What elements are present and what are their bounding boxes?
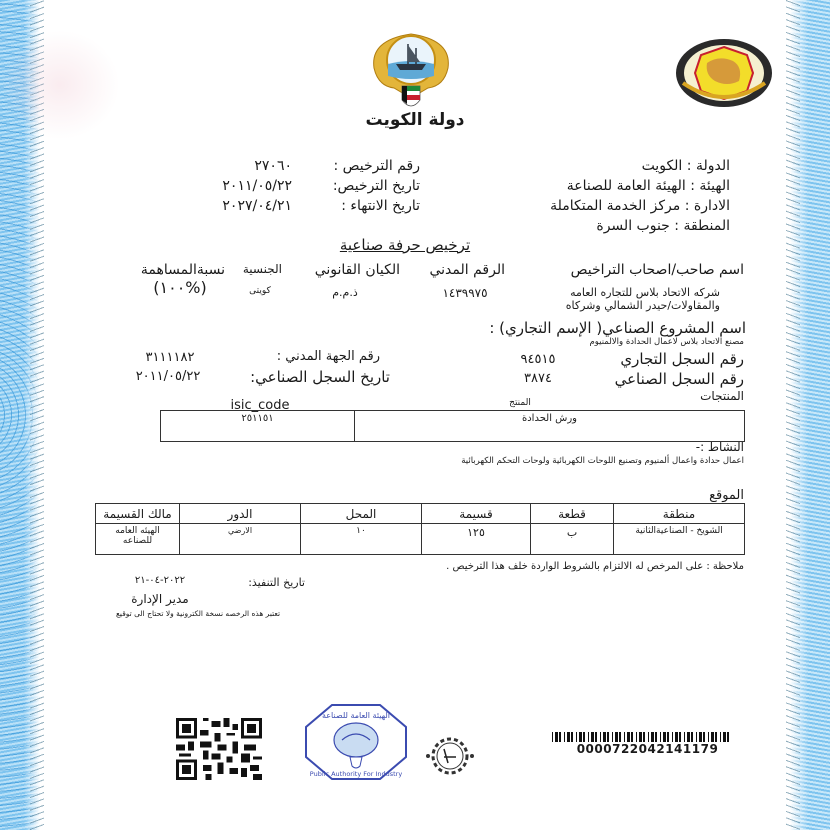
cell-area: الشويخ - الصناعيةالثانية [614, 524, 745, 555]
cell-floor: الارضي [180, 524, 301, 555]
activity-label: النشاط :- [695, 440, 744, 454]
barcode-bar [636, 732, 637, 742]
barcode-bar [723, 732, 726, 742]
barcode-bar [715, 732, 717, 742]
electronic-copy-disclaimer: تعتبر هذه الرخصه نسخة الكترونية ولا تحتاج الى توقيع [115, 609, 281, 618]
barcode-bar [672, 732, 673, 742]
department-label: الادارة [693, 198, 730, 214]
barcode-bar [687, 732, 690, 742]
header-info-right [450, 156, 730, 236]
department-line: الادارة : مركز الخدمة المتكاملة [550, 198, 730, 214]
barcode-bar [660, 732, 661, 742]
cell-shop: ١٠ [301, 524, 422, 555]
table-header-row [96, 504, 745, 524]
license-date-value: ٢٠١١/٠٥/٢٢ [222, 178, 292, 194]
project-name-value: مصنع الاتحاد بلاس لاعمال الحدادة والالمنيوم [589, 337, 744, 347]
header-block: قطعة [531, 504, 614, 524]
gear-emblem-icon [424, 735, 476, 777]
isic-code-cell: ٢٥١١٥١ [161, 411, 355, 442]
industrial-reg-value: ٣٨٧٤ [524, 371, 552, 386]
expiry-date-value: ٢٠٢٧/٠٤/٢١ [222, 198, 292, 214]
commercial-reg-value: ٩٤٥١٥ [520, 352, 556, 367]
products-label: المنتجات [700, 389, 744, 403]
activity-value: اعمال حدادة واعمال ألمنيوم وتصنيع اللوحات الكهربائية ولوحات التحكم الكهربائية [461, 456, 744, 466]
barcode-bar [708, 732, 709, 742]
authority-line: الهيئة : الهيئة العامة للصناعة [566, 178, 730, 194]
legal-entity-header: الكيان القانوني [314, 262, 400, 278]
industrial-reg-date-value: ٢٠١١/٠٥/٢٢ [135, 369, 201, 384]
faded-stamp-mark [0, 30, 120, 140]
license-date-line [170, 176, 420, 196]
barcode-bar [720, 732, 721, 742]
execution-date-label: تاريخ التنفيذ: [248, 576, 305, 589]
header-plot: قسيمة [422, 504, 531, 524]
barcode-bar [643, 732, 645, 742]
expiry-date-line [170, 196, 420, 216]
barcode-bar [555, 732, 558, 742]
stamp-arabic-text: الهيئة العامة للصناعة [321, 711, 391, 720]
barcode-bar [619, 732, 621, 742]
license-number-value: ٢٧٠٦٠ [254, 158, 292, 174]
expiry-date-label: تاريخ الانتهاء : [341, 198, 420, 214]
barcode-bar [624, 732, 625, 742]
barcode-bar [691, 732, 693, 742]
region-label: المنطقة [683, 218, 730, 234]
industrial-reg-date-label: تاريخ السجل الصناعي: [250, 368, 390, 386]
owner-name-line1: شركه الاتحاد بلاس للتجاره العامه [570, 286, 720, 299]
legal-entity-value: ذ.م.م [332, 286, 358, 299]
project-name-label: اسم المشروع الصناعي( الإسم التجاري) : [489, 319, 746, 337]
country-line: الدولة : الكويت [641, 158, 730, 174]
execution-date-value: ٢٠٢٢-٠٤-٢١ [134, 575, 186, 586]
barcode-bar [711, 732, 714, 742]
barcode-bar [559, 732, 561, 742]
barcode-bar [667, 732, 669, 742]
table-row [161, 411, 745, 442]
barcode-icon [552, 732, 730, 742]
authority-value: الهيئة العامة للصناعة [566, 178, 686, 194]
barcode-bar [603, 732, 606, 742]
license-number-label: رقم الترخيص : [333, 158, 420, 174]
civil-entity-label: رقم الجهة المدني : [276, 349, 380, 364]
barcode-bar [648, 732, 649, 742]
owner-name-header: اسم صاحب/اصحاب التراخيص [570, 262, 744, 278]
barcode-bar [564, 732, 565, 742]
barcode-bar [699, 732, 702, 742]
civil-entity-value: ٣١١١١٨٢ [145, 350, 195, 365]
gcc-logo-icon [673, 33, 775, 113]
location-table [95, 503, 745, 555]
barcode-bar [703, 732, 705, 742]
share-header: نسبةالمساهمة [140, 262, 225, 278]
barcode-bar [663, 732, 666, 742]
isic-code-header: isic_code [230, 398, 290, 413]
barcode-bar [627, 732, 630, 742]
stamp-english-text: Public Authority For Industry [309, 770, 403, 778]
kuwait-emblem-icon [366, 28, 456, 112]
share-value: (١٠٠%) [153, 278, 207, 297]
barcode-bar [583, 732, 585, 742]
barcode-bar [696, 732, 697, 742]
cell-plot: ١٢٥ [422, 524, 531, 555]
country-title: دولة الكويت [365, 110, 465, 130]
barcode-bar [588, 732, 589, 742]
barcode-bar [600, 732, 601, 742]
region-value: جنوب السرة [596, 218, 670, 234]
barcode-bar [591, 732, 594, 742]
barcode-bar [567, 732, 570, 742]
note-text: ملاحظة : على المرخص له الالتزام بالشروط الواردة خلف هذا الترخيص . [446, 561, 744, 572]
department-value: مركز الخدمة المتكاملة [550, 198, 681, 214]
barcode-bar [651, 732, 654, 742]
barcode-bar [607, 732, 609, 742]
header-area: منطقة [614, 504, 745, 524]
location-label: الموقع [709, 488, 744, 503]
barcode-bar [639, 732, 642, 742]
barcode-bar [631, 732, 633, 742]
license-number-line [170, 156, 420, 176]
civil-number-value: ١٤٣٩٩٧٥ [442, 286, 488, 300]
cell-block: ب [531, 524, 614, 555]
table-row [96, 524, 745, 555]
barcode-bar [615, 732, 618, 742]
product-cell: ورش الحدادة [355, 411, 745, 442]
product-header: المنتج [509, 398, 531, 408]
industrial-reg-label: رقم السجل الصناعي [614, 370, 744, 388]
barcode-bar [679, 732, 681, 742]
barcode-bar [595, 732, 597, 742]
region-line: المنطقة : جنوب السرة [596, 218, 730, 234]
barcode-bar [552, 732, 553, 742]
barcode-bar [576, 732, 577, 742]
nationality-header: الجنسية [242, 262, 282, 276]
barcode-number: 0000722042141179 [576, 742, 719, 756]
barcode-bar [727, 732, 729, 742]
barcode-bar [612, 732, 613, 742]
section-title: ترخيص حرفة صناعية [339, 236, 471, 254]
guilloche-wave-right [786, 0, 800, 830]
nationality-value: كويتى [249, 286, 271, 296]
barcode-bar [579, 732, 582, 742]
cell-plot-owner: الهيئه العامه للصناعه [96, 524, 180, 555]
country-value: الكويت [641, 158, 683, 174]
owner-name-line2: والمقاولات/حيدر الشمالي وشركاه [565, 299, 720, 312]
header-shop: المحل [301, 504, 422, 524]
license-date-label: تاريخ الترخيص: [332, 178, 420, 194]
products-table [160, 410, 745, 442]
barcode-bar [675, 732, 678, 742]
header-info-left [170, 156, 420, 216]
header-floor: الدور [180, 504, 301, 524]
country-label: الدولة [695, 158, 730, 174]
public-authority-stamp-icon [302, 702, 410, 782]
barcode-bar [571, 732, 573, 742]
barcode-bar [655, 732, 657, 742]
manager-title: مدير الإدارة [131, 592, 189, 606]
commercial-reg-label: رقم السجل التجاري [620, 350, 744, 368]
barcode-bar [684, 732, 685, 742]
qr-code-icon[interactable] [176, 718, 262, 780]
civil-number-header: الرقم المدني [429, 262, 505, 278]
header-plot-owner: مالك القسيمة [96, 504, 180, 524]
authority-label: الهيئة [699, 178, 730, 194]
